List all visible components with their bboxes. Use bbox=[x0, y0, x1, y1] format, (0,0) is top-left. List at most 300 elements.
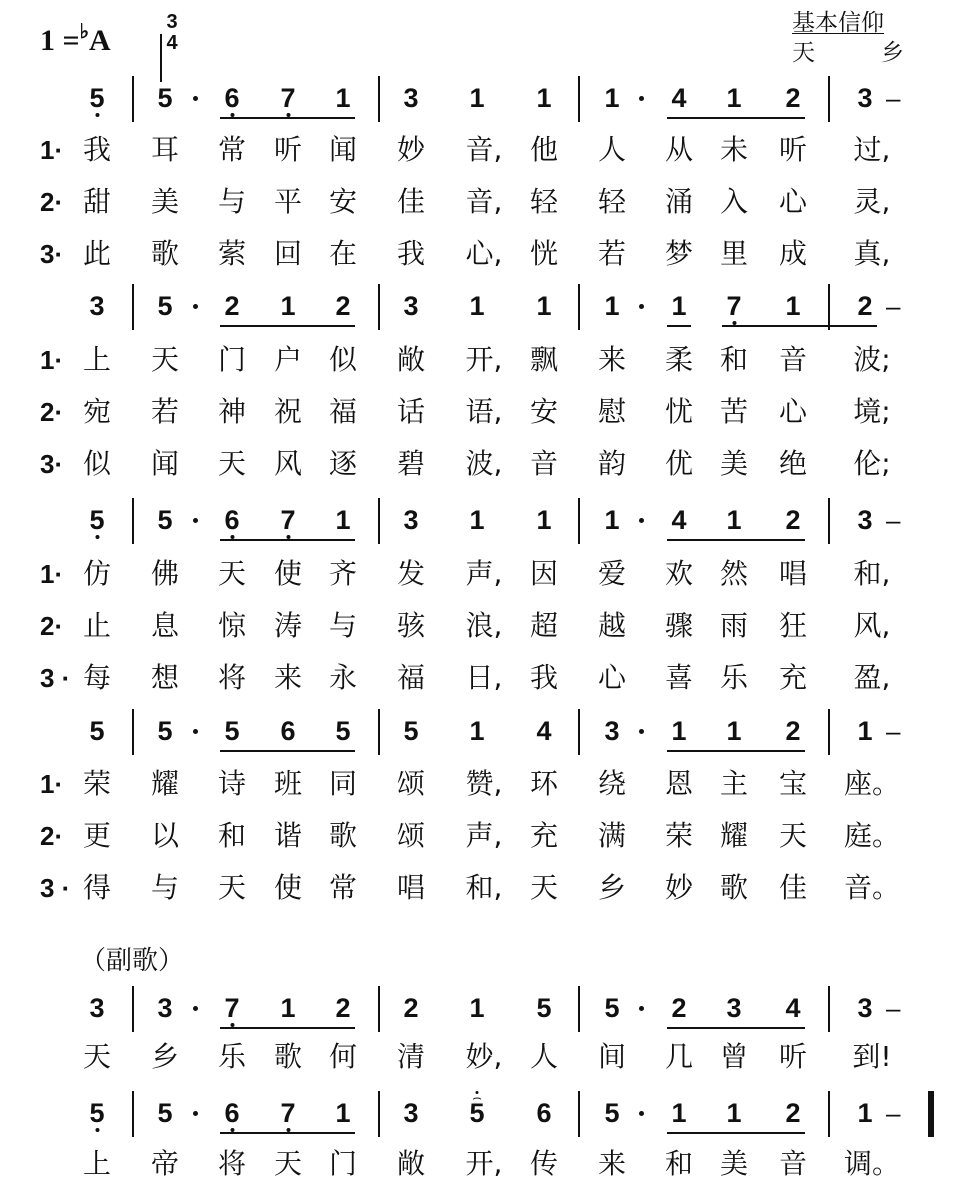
note: 6 bbox=[280, 716, 296, 746]
final-barline bbox=[928, 1091, 934, 1137]
lyric-syllable: 想 bbox=[150, 661, 180, 694]
note: 1 bbox=[785, 291, 801, 321]
note: 5 bbox=[89, 1098, 105, 1128]
lyric-syllable: 来 bbox=[273, 661, 303, 694]
lyric-syllable: 永 bbox=[328, 661, 358, 694]
note: 1 bbox=[469, 83, 485, 113]
lyric-syllable: 骤 bbox=[664, 609, 694, 642]
note: 5 bbox=[157, 716, 173, 746]
lyric-syllable: 福 bbox=[328, 395, 358, 428]
verse-number: 3· bbox=[40, 239, 64, 269]
lyric-syllable: 宝 bbox=[778, 767, 808, 800]
lyric-syllable: 调。 bbox=[843, 1147, 901, 1180]
note: 6 bbox=[224, 1098, 240, 1128]
note: 3 bbox=[857, 505, 873, 535]
eighth-beam bbox=[220, 750, 355, 752]
hymnal-category: 基本信仰 bbox=[792, 10, 884, 36]
lyric-syllable: 祝 bbox=[273, 395, 303, 428]
lyric-syllable: 似 bbox=[82, 447, 112, 480]
lyric-syllable: 曾 bbox=[719, 1040, 749, 1073]
note: 2 bbox=[224, 291, 240, 321]
lyric-syllable: 回 bbox=[273, 237, 303, 270]
barline bbox=[828, 709, 830, 755]
note: 4 bbox=[536, 716, 552, 746]
lyric-syllable: 风 bbox=[273, 447, 303, 480]
lyric-syllable: 闻 bbox=[328, 133, 358, 166]
note: 5 bbox=[157, 505, 173, 535]
lyric-syllable: 越 bbox=[597, 609, 627, 642]
time-signature: 3 4 bbox=[160, 12, 184, 54]
eighth-beam bbox=[220, 539, 355, 541]
eighth-beam bbox=[667, 1132, 805, 1134]
verse-number: 2· bbox=[40, 821, 64, 851]
note: 1 bbox=[536, 505, 552, 535]
lyric-syllable: 甜 bbox=[82, 185, 112, 218]
note: 1 bbox=[280, 291, 296, 321]
barline bbox=[578, 1091, 580, 1137]
note: 1 bbox=[469, 291, 485, 321]
lyric-syllable: 绝 bbox=[778, 447, 808, 480]
note: 5 bbox=[157, 1098, 173, 1128]
eighth-beam bbox=[220, 1132, 355, 1134]
note: 4 bbox=[785, 993, 801, 1023]
note: 4 bbox=[671, 505, 687, 535]
barline bbox=[828, 76, 830, 122]
note: 1 bbox=[726, 1098, 742, 1128]
note: 2 bbox=[335, 993, 351, 1023]
eighth-beam bbox=[220, 325, 355, 327]
lyric-syllable: 从 bbox=[664, 133, 694, 166]
lyric-syllable: 歌 bbox=[719, 871, 749, 904]
barline bbox=[132, 709, 134, 755]
note: 3 bbox=[403, 1098, 419, 1128]
lyric-syllable: 妙 bbox=[664, 871, 694, 904]
note: 1 bbox=[726, 505, 742, 535]
song-title: 天 乡 bbox=[792, 40, 904, 66]
barline bbox=[578, 284, 580, 330]
lyric-syllable: 和 bbox=[217, 819, 247, 852]
lyric-syllable: 人 bbox=[597, 133, 627, 166]
lyric-syllable: 乐 bbox=[719, 661, 749, 694]
lyric-syllable: 恍 bbox=[529, 237, 559, 270]
lyric-syllable: 我 bbox=[396, 237, 426, 270]
verse-number: 1· bbox=[40, 135, 64, 165]
lyric-syllable: 语, bbox=[465, 395, 503, 428]
lyric-syllable: 若 bbox=[597, 237, 627, 270]
lyric-syllable: 碧 bbox=[396, 447, 426, 480]
lyric-syllable: 使 bbox=[273, 871, 303, 904]
lyric-syllable: 和, bbox=[853, 557, 891, 590]
lyric-syllable: 来 bbox=[597, 1147, 627, 1180]
note: 7 bbox=[224, 993, 240, 1023]
lyric-syllable: 荣 bbox=[664, 819, 694, 852]
lyric-syllable: 心, bbox=[465, 237, 503, 270]
lyric-syllable: 浪, bbox=[465, 609, 503, 642]
lyric-syllable: 若 bbox=[150, 395, 180, 428]
note: 1 bbox=[280, 993, 296, 1023]
lyric-syllable: 庭。 bbox=[843, 819, 901, 852]
eighth-beam bbox=[667, 1027, 805, 1029]
lyric-syllable: 歌 bbox=[328, 819, 358, 852]
note: 2 bbox=[403, 993, 419, 1023]
lyric-syllable: 满 bbox=[597, 819, 627, 852]
note: 1 bbox=[469, 993, 485, 1023]
lyric-syllable: 同 bbox=[328, 767, 358, 800]
lyric-syllable: 门 bbox=[217, 343, 247, 376]
lyric-syllable: 环 bbox=[529, 767, 559, 800]
lyric-syllable: 主 bbox=[719, 767, 749, 800]
lyric-syllable: 仿 bbox=[82, 557, 112, 590]
note: 5 bbox=[604, 1098, 620, 1128]
verse-number: 1· bbox=[40, 769, 64, 799]
barline bbox=[378, 76, 380, 122]
lyric-syllable: 佳 bbox=[778, 871, 808, 904]
note: 5 bbox=[157, 83, 173, 113]
lyric-syllable: 里 bbox=[719, 237, 749, 270]
lyric-syllable: 狂 bbox=[778, 609, 808, 642]
lyric-syllable: 他 bbox=[529, 133, 559, 166]
lyric-syllable: 在 bbox=[328, 237, 358, 270]
lyric-syllable: 歌 bbox=[150, 237, 180, 270]
note: 7 bbox=[726, 291, 742, 321]
lyric-syllable: 乐 bbox=[217, 1040, 247, 1073]
lyric-syllable: 清 bbox=[396, 1040, 426, 1073]
lyric-syllable: 天 bbox=[778, 819, 808, 852]
tie-dash: – bbox=[886, 83, 901, 113]
lyric-syllable: 人 bbox=[529, 1040, 559, 1073]
lyric-syllable: 户 bbox=[273, 343, 303, 376]
lyric-syllable: 几 bbox=[664, 1040, 694, 1073]
barline bbox=[378, 709, 380, 755]
augmentation-dot bbox=[193, 1006, 198, 1011]
lyric-syllable: 音。 bbox=[843, 871, 901, 904]
barline bbox=[132, 1091, 134, 1137]
lyric-syllable: 充 bbox=[529, 819, 559, 852]
lyric-syllable: 心 bbox=[778, 185, 808, 218]
lyric-syllable: 平 bbox=[273, 185, 303, 218]
lyric-syllable: 更 bbox=[82, 819, 112, 852]
lyric-syllable: 美 bbox=[719, 447, 749, 480]
lyric-syllable: 座。 bbox=[843, 767, 901, 800]
lyric-syllable: 宛 bbox=[82, 395, 112, 428]
note: 2 bbox=[785, 83, 801, 113]
lyric-syllable: 盈, bbox=[853, 661, 891, 694]
lyric-syllable: 伦; bbox=[853, 447, 891, 480]
eighth-beam bbox=[722, 325, 877, 327]
lyric-syllable: 将 bbox=[217, 661, 247, 694]
lyric-syllable: 萦 bbox=[217, 237, 247, 270]
barline bbox=[132, 498, 134, 544]
note: 5 bbox=[536, 993, 552, 1023]
barline bbox=[828, 1091, 830, 1137]
note: 5 bbox=[604, 993, 620, 1023]
eighth-beam bbox=[667, 325, 691, 327]
lyric-syllable: 入 bbox=[719, 185, 749, 218]
lyric-syllable: 天 bbox=[273, 1147, 303, 1180]
lyric-syllable: 因 bbox=[529, 557, 559, 590]
barline bbox=[132, 284, 134, 330]
note: 6 bbox=[224, 83, 240, 113]
lyric-syllable: 听 bbox=[778, 1040, 808, 1073]
note: 4 bbox=[671, 83, 687, 113]
verse-number: 2· bbox=[40, 397, 64, 427]
lyric-syllable: 音, bbox=[465, 133, 503, 166]
note: 1 bbox=[536, 83, 552, 113]
lyric-syllable: 未 bbox=[719, 133, 749, 166]
note: 3 bbox=[604, 716, 620, 746]
lyric-syllable: 恩 bbox=[664, 767, 694, 800]
lyric-syllable: 赞, bbox=[465, 767, 503, 800]
note: 7 bbox=[280, 83, 296, 113]
augmentation-dot bbox=[639, 96, 644, 101]
lyric-syllable: 安 bbox=[529, 395, 559, 428]
note: 2 bbox=[785, 505, 801, 535]
augmentation-dot bbox=[639, 1111, 644, 1116]
note: 1 bbox=[335, 505, 351, 535]
lyric-syllable: 发 bbox=[396, 557, 426, 590]
lyric-syllable: 欢 bbox=[664, 557, 694, 590]
barline bbox=[378, 986, 380, 1032]
lyric-syllable: 敞 bbox=[396, 1147, 426, 1180]
tie-dash: – bbox=[886, 716, 901, 746]
lyric-syllable: 骇 bbox=[396, 609, 426, 642]
note: 3 bbox=[857, 993, 873, 1023]
lyric-syllable: 天 bbox=[217, 447, 247, 480]
note: 3 bbox=[403, 83, 419, 113]
lyric-syllable: 上 bbox=[82, 1147, 112, 1180]
lyric-syllable: 开, bbox=[465, 343, 503, 376]
barline bbox=[578, 76, 580, 122]
lyric-syllable: 喜 bbox=[664, 661, 694, 694]
lyric-syllable: 佛 bbox=[150, 557, 180, 590]
lyric-syllable: 轻 bbox=[597, 185, 627, 218]
lyric-syllable: 与 bbox=[217, 185, 247, 218]
lyric-syllable: 轻 bbox=[529, 185, 559, 218]
lyric-syllable: 天 bbox=[150, 343, 180, 376]
lyric-syllable: 慰 bbox=[597, 395, 627, 428]
lyric-syllable: 我 bbox=[529, 661, 559, 694]
lyric-syllable: 韵 bbox=[597, 447, 627, 480]
augmentation-dot bbox=[193, 304, 198, 309]
lyric-syllable: 传 bbox=[529, 1147, 559, 1180]
lyric-syllable: 唱 bbox=[778, 557, 808, 590]
lyric-syllable: 音 bbox=[778, 1147, 808, 1180]
note: 3 bbox=[403, 505, 419, 535]
note: 1 bbox=[604, 291, 620, 321]
verse-number: 3 · bbox=[40, 873, 71, 903]
note: 1 bbox=[857, 1098, 873, 1128]
note: 7 bbox=[280, 505, 296, 535]
eighth-beam bbox=[220, 117, 355, 119]
tie-dash: – bbox=[886, 1098, 901, 1128]
lyric-syllable: 乡 bbox=[150, 1040, 180, 1073]
barline bbox=[578, 498, 580, 544]
lyric-syllable: 得 bbox=[82, 871, 112, 904]
eighth-beam bbox=[667, 750, 805, 752]
lyric-syllable: 唱 bbox=[396, 871, 426, 904]
augmentation-dot bbox=[193, 1111, 198, 1116]
barline bbox=[578, 709, 580, 755]
lyric-syllable: 门 bbox=[328, 1147, 358, 1180]
note: 2 bbox=[671, 993, 687, 1023]
lyric-syllable: 忧 bbox=[664, 395, 694, 428]
lyric-syllable: 逐 bbox=[328, 447, 358, 480]
note: 5 bbox=[403, 716, 419, 746]
lyric-syllable: 齐 bbox=[328, 557, 358, 590]
note: 1 bbox=[335, 1098, 351, 1128]
lyric-syllable: 和 bbox=[719, 343, 749, 376]
eighth-beam bbox=[667, 539, 805, 541]
augmentation-dot bbox=[193, 729, 198, 734]
note: 2 bbox=[785, 716, 801, 746]
lyric-syllable: 天 bbox=[529, 871, 559, 904]
lyric-syllable: 惊 bbox=[217, 609, 247, 642]
lyric-syllable: 境; bbox=[853, 395, 891, 428]
lyric-syllable: 涛 bbox=[273, 609, 303, 642]
augmentation-dot bbox=[639, 518, 644, 523]
lyric-syllable: 和, bbox=[465, 871, 503, 904]
barline bbox=[378, 498, 380, 544]
lyric-syllable: 班 bbox=[273, 767, 303, 800]
lyric-syllable: 音, bbox=[465, 185, 503, 218]
lyric-syllable: 诗 bbox=[217, 767, 247, 800]
lyric-syllable: 梦 bbox=[664, 237, 694, 270]
lyric-syllable: 苦 bbox=[719, 395, 749, 428]
note: 5 bbox=[89, 83, 105, 113]
lyric-syllable: 间 bbox=[597, 1040, 627, 1073]
barline bbox=[378, 284, 380, 330]
tie-dash: – bbox=[886, 993, 901, 1023]
note: 7 bbox=[280, 1098, 296, 1128]
lyric-syllable: 常 bbox=[328, 871, 358, 904]
verse-number: 2· bbox=[40, 611, 64, 641]
verse-number: 2· bbox=[40, 187, 64, 217]
note: 3 bbox=[857, 83, 873, 113]
lyric-syllable: 颂 bbox=[396, 819, 426, 852]
lyric-syllable: 妙 bbox=[396, 133, 426, 166]
lyric-syllable: 超 bbox=[529, 609, 559, 642]
barline bbox=[132, 986, 134, 1032]
lyric-syllable: 波, bbox=[465, 447, 503, 480]
lyric-syllable: 安 bbox=[328, 185, 358, 218]
lyric-syllable: 日, bbox=[465, 661, 503, 694]
note: 6 bbox=[224, 505, 240, 535]
lyric-syllable: 每 bbox=[82, 661, 112, 694]
lyric-syllable: 佳 bbox=[396, 185, 426, 218]
lyric-syllable: 音 bbox=[529, 447, 559, 480]
note: 5 bbox=[224, 716, 240, 746]
lyric-syllable: 天 bbox=[217, 557, 247, 590]
verse-number: 1· bbox=[40, 559, 64, 589]
note: 2 bbox=[857, 291, 873, 321]
lyric-syllable: 声, bbox=[465, 557, 503, 590]
note: 3 bbox=[157, 993, 173, 1023]
note: 1 bbox=[604, 505, 620, 535]
lyric-syllable: 敞 bbox=[396, 343, 426, 376]
chorus-label: （副歌） bbox=[80, 946, 185, 976]
barline bbox=[578, 986, 580, 1032]
note: 1 bbox=[726, 83, 742, 113]
lyric-syllable: 过, bbox=[853, 133, 891, 166]
lyric-syllable: 心 bbox=[778, 395, 808, 428]
note: 1 bbox=[536, 291, 552, 321]
lyric-syllable: 爱 bbox=[597, 557, 627, 590]
lyric-syllable: 灵, bbox=[853, 185, 891, 218]
lyric-syllable: 荣 bbox=[82, 767, 112, 800]
lyric-syllable: 美 bbox=[719, 1147, 749, 1180]
lyric-syllable: 声, bbox=[465, 819, 503, 852]
lyric-syllable: 止 bbox=[82, 609, 112, 642]
lyric-syllable: 耀 bbox=[719, 819, 749, 852]
lyric-syllable: 帝 bbox=[150, 1147, 180, 1180]
note: 5 bbox=[89, 505, 105, 535]
note: 1 bbox=[469, 505, 485, 535]
lyric-syllable: 我 bbox=[82, 133, 112, 166]
lyric-syllable: 听 bbox=[273, 133, 303, 166]
note: 5 bbox=[335, 716, 351, 746]
note: 5 bbox=[157, 291, 173, 321]
note: 1 bbox=[857, 716, 873, 746]
note: 3 bbox=[89, 291, 105, 321]
lyric-syllable: 波; bbox=[853, 343, 891, 376]
augmentation-dot bbox=[639, 729, 644, 734]
barline bbox=[828, 284, 830, 330]
lyric-syllable: 天 bbox=[217, 871, 247, 904]
note: 5 bbox=[89, 716, 105, 746]
augmentation-dot bbox=[193, 518, 198, 523]
barline bbox=[132, 76, 134, 122]
note: 3 bbox=[403, 291, 419, 321]
lyric-syllable: 何 bbox=[328, 1040, 358, 1073]
lyric-syllable: 颂 bbox=[396, 767, 426, 800]
lyric-syllable: 话 bbox=[396, 395, 426, 428]
lyric-syllable: 雨 bbox=[719, 609, 749, 642]
lyric-syllable: 似 bbox=[328, 343, 358, 376]
lyric-syllable: 涌 bbox=[664, 185, 694, 218]
note: 1 bbox=[604, 83, 620, 113]
lyric-syllable: 柔 bbox=[664, 343, 694, 376]
lyric-syllable: 息 bbox=[150, 609, 180, 642]
lyric-syllable: 来 bbox=[597, 343, 627, 376]
note: 1 bbox=[726, 716, 742, 746]
lyric-syllable: 与 bbox=[150, 871, 180, 904]
lyric-syllable: 到! bbox=[852, 1040, 892, 1073]
note: 1 bbox=[671, 291, 687, 321]
lyric-syllable: 成 bbox=[778, 237, 808, 270]
lyric-syllable: 神 bbox=[217, 395, 247, 428]
lyric-syllable: 乡 bbox=[597, 871, 627, 904]
verse-number: 1· bbox=[40, 345, 64, 375]
note: ⌢ 5 bbox=[469, 1097, 484, 1129]
lyric-syllable: 谐 bbox=[273, 819, 303, 852]
tie-dash: – bbox=[886, 291, 901, 321]
verse-number: 3 · bbox=[40, 663, 71, 693]
note: 6 bbox=[536, 1098, 552, 1128]
lyric-syllable: 听 bbox=[778, 133, 808, 166]
eighth-beam bbox=[220, 1027, 355, 1029]
barline bbox=[378, 1091, 380, 1137]
lyric-syllable: 常 bbox=[217, 133, 247, 166]
augmentation-dot bbox=[639, 1006, 644, 1011]
eighth-beam bbox=[667, 117, 805, 119]
note: 3 bbox=[726, 993, 742, 1023]
tie-dash: – bbox=[886, 505, 901, 535]
lyric-syllable: 妙, bbox=[465, 1040, 503, 1073]
lyric-syllable: 与 bbox=[328, 609, 358, 642]
barline bbox=[828, 986, 830, 1032]
lyric-syllable: 优 bbox=[664, 447, 694, 480]
lyric-syllable: 心 bbox=[597, 661, 627, 694]
